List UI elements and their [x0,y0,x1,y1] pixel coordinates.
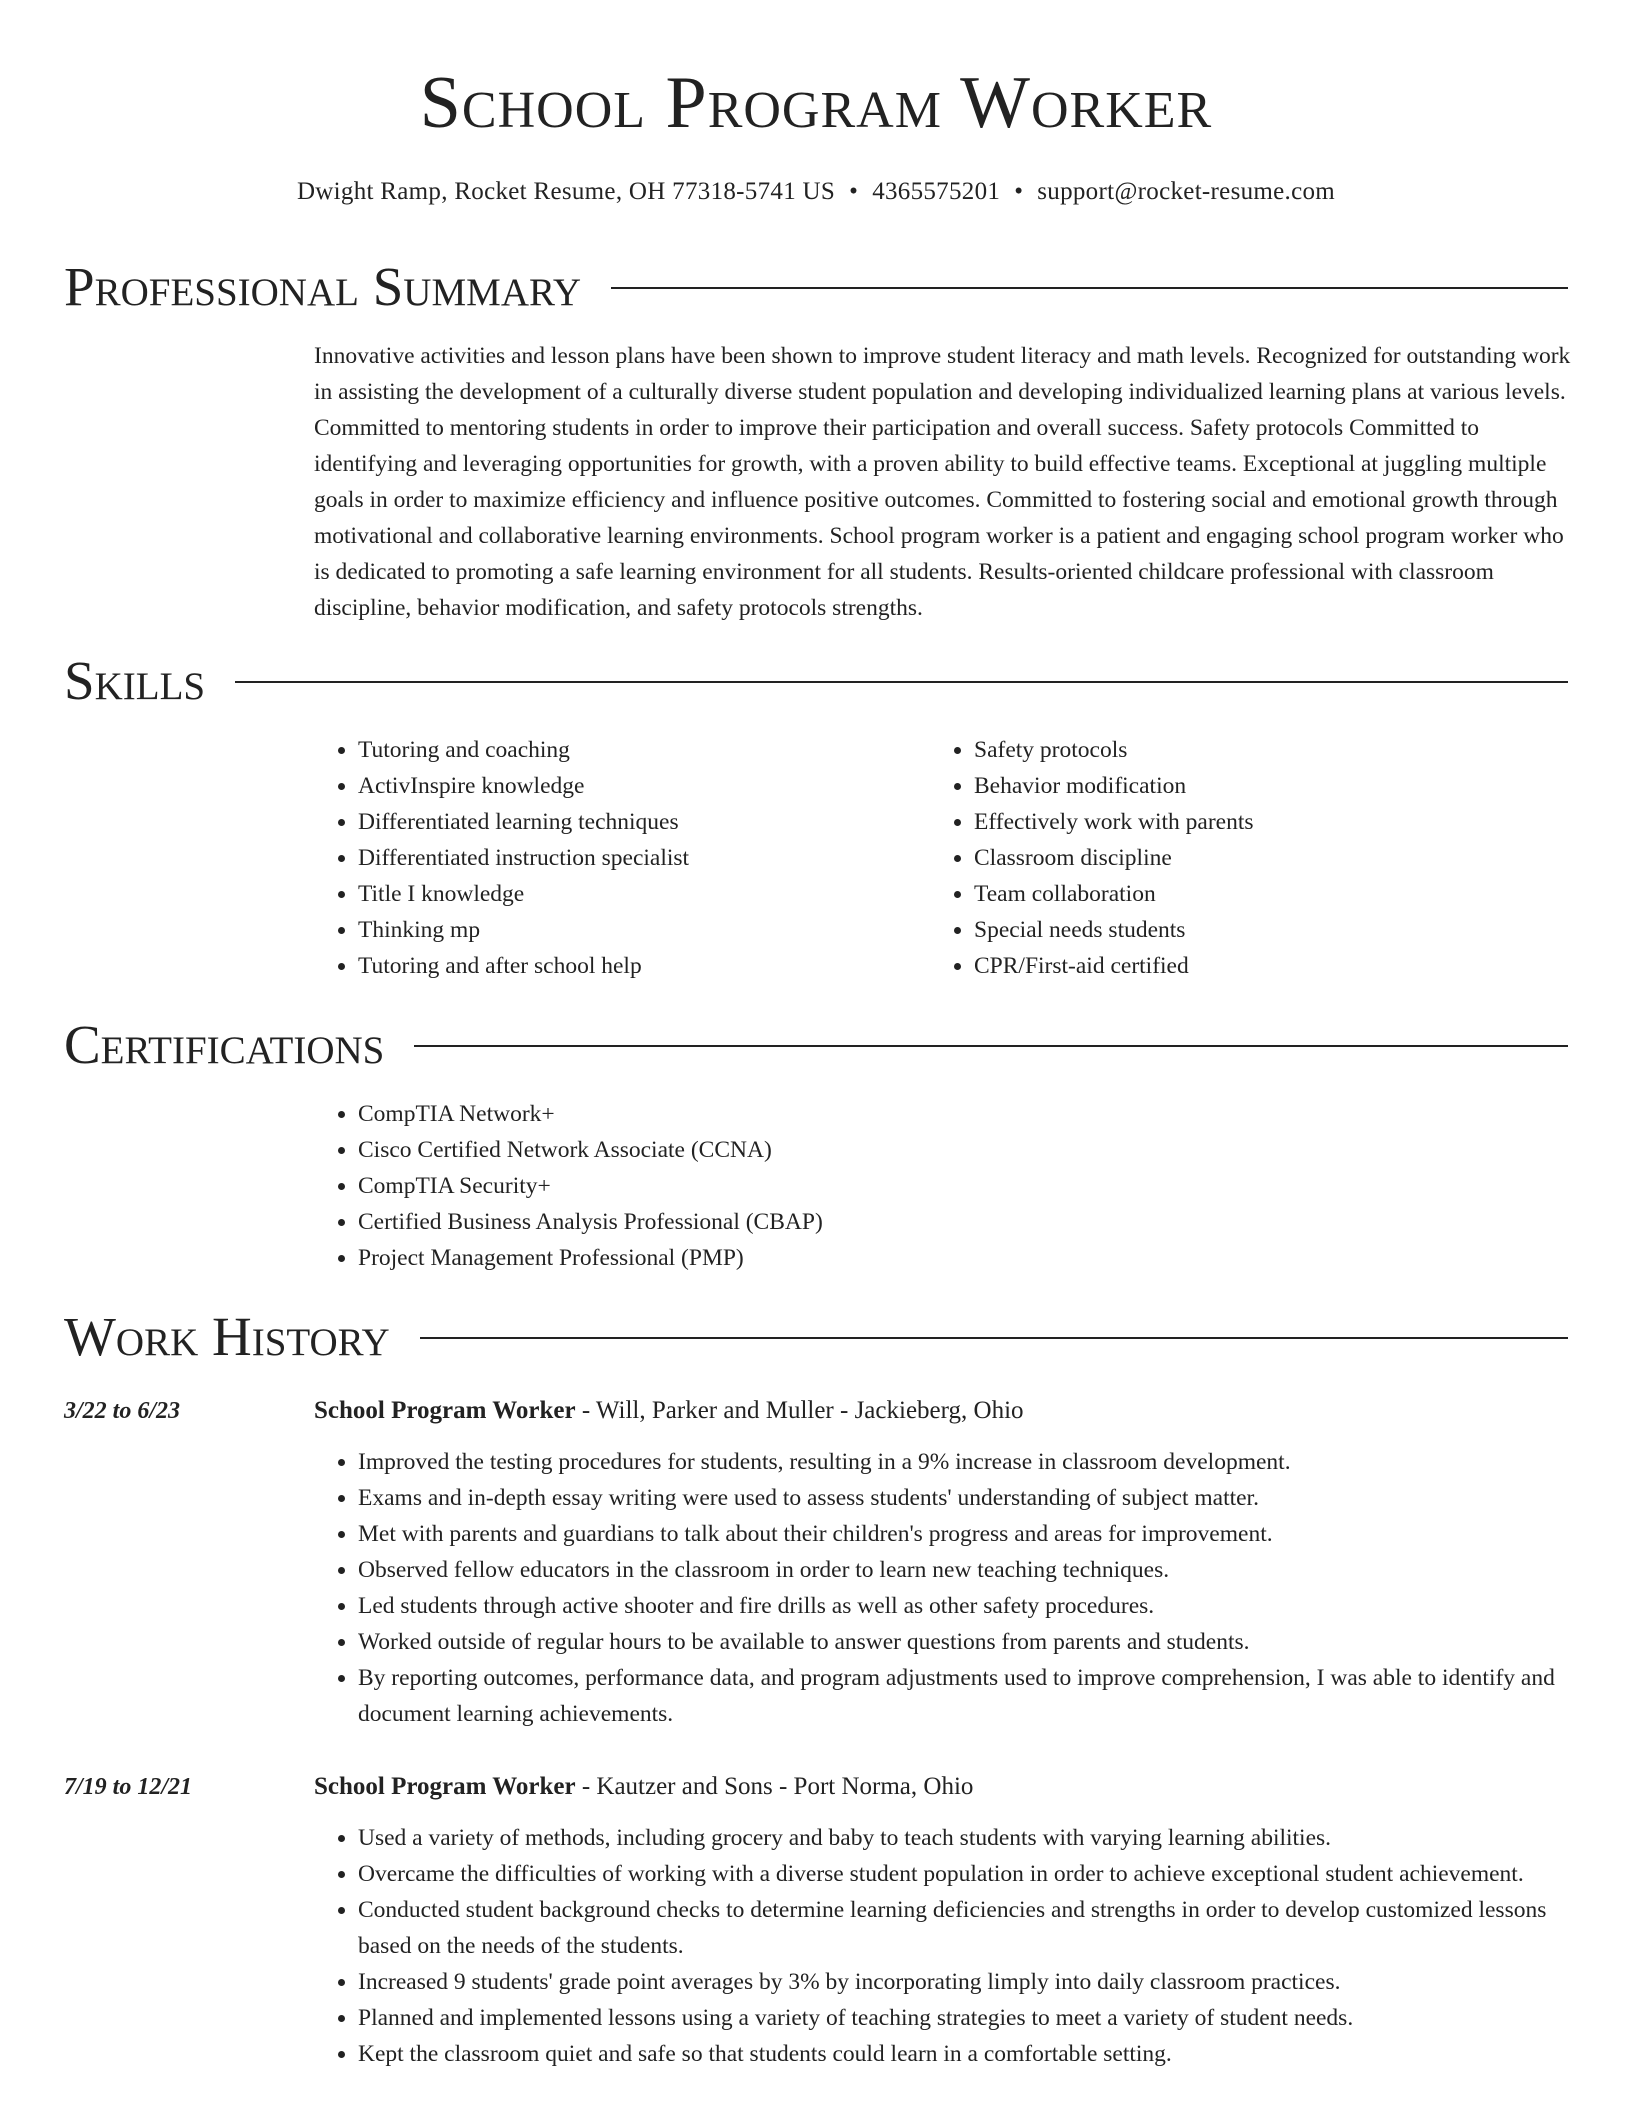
contact-line [0,174,1632,210]
job-dates: 3/22 to 6/23 [64,1398,181,1424]
section-heading-work-history: Work History [64,1306,390,1367]
job-bullet: • Observed fellow educators in the classroom in order to learn new teaching techniques. [358,1552,1574,1588]
skill-item: • Safety protocols [974,732,1530,768]
job-employer-location: - Kautzer and Sons - Port Norma, Ohio [575,1773,974,1800]
certification-item: • CompTIA Network+ [358,1096,1574,1132]
section-divider [420,1337,1568,1339]
job-bullet-list [314,1444,1574,1732]
skills-column-left [314,732,914,984]
job-duties [314,1444,1574,1732]
section-heading-skills: Skills [64,650,206,711]
job-dates: 7/19 to 12/21 [64,1774,193,1800]
contact-phone: 4365575201 [872,178,1001,205]
skill-item: • Differentiated instruction specialist [358,840,914,876]
certification-item: • Certified Business Analysis Professional (CBAP) [358,1204,1574,1240]
job-bullet: • Used a variety of methods, including grocery and baby to teach students with varying learning abilities. [358,1820,1574,1856]
job-bullet: • Exams and in-depth essay writing were used to assess students' understanding of subject matter. [358,1480,1574,1516]
skill-item: • Differentiated learning techniques [358,804,914,840]
work-history-section-header [64,1304,1568,1370]
contact-address: Dwight Ramp, Rocket Resume, OH 77318-5741 US [296,178,836,205]
job-heading [314,1393,1024,1429]
job-bullet: • Conducted student background checks to determine learning deficiencies and strengths in order to develop customized lessons based on the needs of the students. [358,1892,1574,1964]
summary-section-header [64,254,1568,320]
certification-item: • Cisco Certified Network Associate (CCNA) [358,1132,1574,1168]
section-divider [414,1045,1568,1047]
summary-text: Innovative activities and lesson plans have been shown to improve student literacy and math levels. Recognized for outstanding work in assisting the development of a culturally diverse student population and developing individualized learning plans at various levels. Committed to mentoring students in order to improve their participation and overall success. Safety protocols Committed to identifying and leveraging opportunities for growth, with a proven ability to build effective teams. Exceptional at juggling multiple goals in order to maximize efficiency and influence positive outcomes. Committed to fostering social and emotional growth through motivational and collaborative learning environments. School program worker is a patient and engaging school program worker who is dedicated to promoting a safe learning environment for all students. Results-oriented childcare professional with classroom discipline, behavior modification, and safety protocols strengths. [314,343,1571,621]
contact-email: support@rocket-resume.com [1037,178,1336,205]
job-bullet: • Overcame the difficulties of working with a diverse student population in order to achieve exceptional student achievement. [358,1856,1574,1892]
section-heading-summary: Professional Summary [64,256,582,317]
job-title: School Program Worker [314,1773,576,1800]
skill-item: • CPR/First-aid certified [974,948,1530,984]
certification-item: • CompTIA Security+ [358,1168,1574,1204]
contact-separator: • [1014,178,1024,205]
certifications-block [314,1096,1574,1276]
job-duties [314,1820,1574,2072]
skills-list-left [314,732,914,984]
section-heading-certifications: Certifications [64,1014,385,1075]
job-employer-location: - Will, Parker and Muller - Jackieberg, Ohio [575,1397,1024,1424]
job-bullet: • Planned and implemented lessons using a variety of teaching strategies to meet a variety of student needs. [358,2000,1574,2036]
job-bullet: • Improved the testing procedures for students, resulting in a 9% increase in classroom development. [358,1444,1574,1480]
job-bullet: • Met with parents and guardians to talk about their children's progress and areas for improvement. [358,1516,1574,1552]
job-title: School Program Worker [314,1397,576,1424]
skill-item: • Title I knowledge [358,876,914,912]
contact-separator: • [849,178,859,205]
skill-item: • Tutoring and coaching [358,732,914,768]
section-divider [611,287,1568,289]
skills-list-right [930,732,1530,984]
skills-column-right [930,732,1530,984]
certifications-section-header [64,1012,1568,1078]
job-bullet: • Worked outside of regular hours to be available to answer questions from parents and students. [358,1624,1574,1660]
skill-item: • Effectively work with parents [974,804,1530,840]
skill-item: • Classroom discipline [974,840,1530,876]
section-divider [235,681,1568,683]
skill-item: • Tutoring and after school help [358,948,914,984]
resume-title: School Program Worker [419,62,1213,144]
certification-item: • Project Management Professional (PMP) [358,1240,1574,1276]
job-bullet: • By reporting outcomes, performance data, and program adjustments used to improve comprehension, I was able to identify and document learning achievements. [358,1660,1574,1732]
skills-section-header [64,648,1568,714]
job-bullet-list [314,1820,1574,2072]
skill-item: • ActivInspire knowledge [358,768,914,804]
job-heading [314,1769,973,1805]
skill-item: • Behavior modification [974,768,1530,804]
certifications-list [314,1096,1574,1276]
job-bullet: • Led students through active shooter and fire drills as well as other safety procedures. [358,1588,1574,1624]
skill-item: • Team collaboration [974,876,1530,912]
skill-item: • Special needs students [974,912,1530,948]
job-bullet: • Kept the classroom quiet and safe so that students could learn in a comfortable setting. [358,2036,1574,2072]
job-bullet: • Increased 9 students' grade point averages by 3% by incorporating limply into daily classroom practices. [358,1964,1574,2000]
skill-item: • Thinking mp [358,912,914,948]
